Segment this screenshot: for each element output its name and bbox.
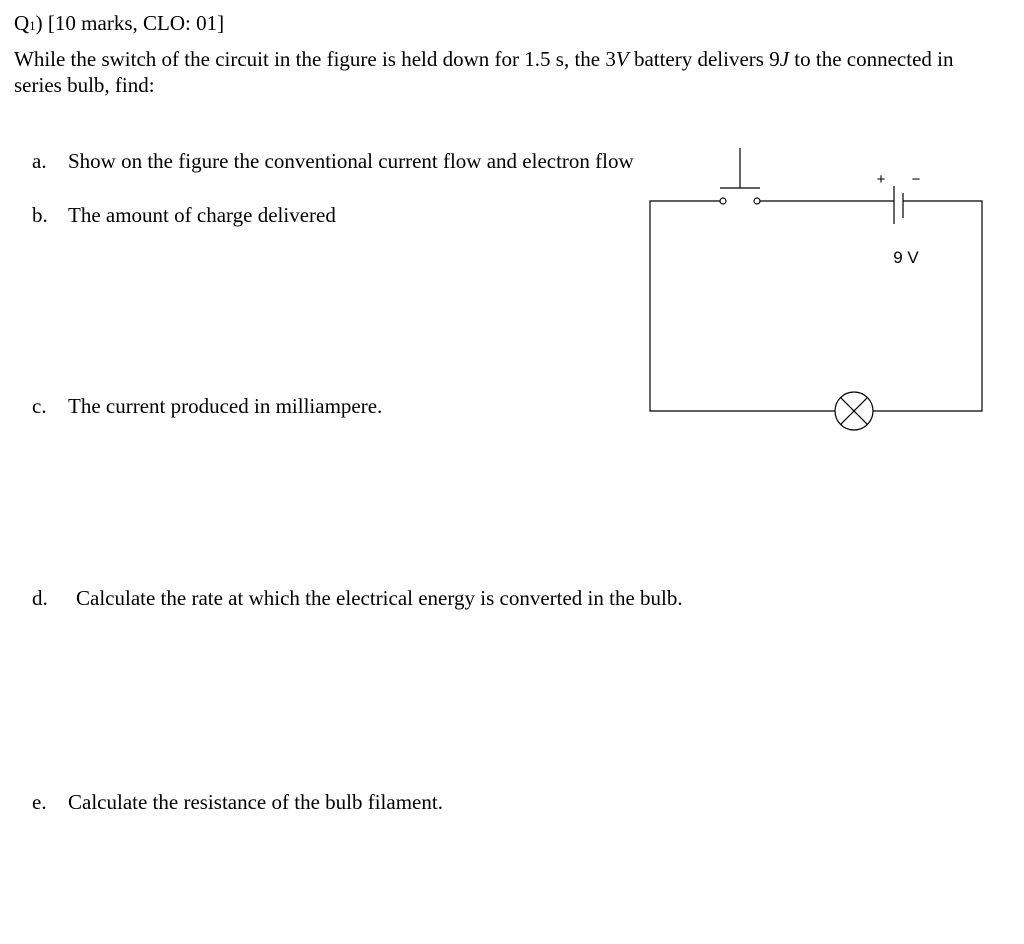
intro-text-3: to the connected in series bulb, find: bbox=[14, 47, 954, 97]
part-d-text: Calculate the rate at which the electrical energy is converted in the bulb. bbox=[76, 586, 683, 610]
part-b bbox=[32, 202, 336, 228]
part-d bbox=[32, 585, 683, 611]
question-number-prefix: Q bbox=[14, 11, 30, 35]
part-d-letter: d. bbox=[32, 586, 48, 610]
intro-text-1: While the switch of the circuit in the figure is held down for 1.5 s, the 3 bbox=[14, 47, 616, 71]
question-header bbox=[14, 10, 224, 39]
circuit-wire-right bbox=[873, 201, 982, 411]
battery-voltage-label: 9 V bbox=[893, 248, 919, 267]
bulb-cross-2 bbox=[841, 398, 868, 425]
part-c-letter: c. bbox=[32, 394, 47, 418]
part-b-letter: b. bbox=[32, 203, 48, 227]
question-number-suffix: ) bbox=[35, 11, 43, 35]
intro-unit-j: J bbox=[779, 47, 790, 71]
bulb-circle bbox=[835, 392, 873, 430]
part-a-letter: a. bbox=[32, 149, 47, 173]
part-c-text: The current produced in milliampere. bbox=[68, 394, 383, 418]
intro-unit-v: V bbox=[615, 47, 629, 71]
circuit-wire-left bbox=[650, 201, 835, 411]
part-c bbox=[32, 393, 382, 419]
part-e bbox=[32, 789, 443, 815]
part-e-letter: e. bbox=[32, 790, 47, 814]
part-a bbox=[32, 148, 634, 174]
part-e-text: Calculate the resistance of the bulb filament. bbox=[68, 790, 443, 814]
bulb-cross-1 bbox=[841, 398, 868, 425]
intro-text-2: battery delivers 9 bbox=[628, 47, 780, 71]
switch-terminal-right bbox=[754, 198, 760, 204]
part-a-text: Show on the figure the conventional current flow and electron flow bbox=[68, 149, 634, 173]
question-number-sub: 1 bbox=[29, 18, 36, 33]
switch-terminal-left bbox=[720, 198, 726, 204]
battery-plus-sign: + bbox=[876, 171, 886, 188]
battery-minus-sign: − bbox=[911, 171, 921, 188]
question-intro bbox=[14, 46, 1004, 98]
question-marks: [10 marks, CLO: 01] bbox=[47, 11, 225, 35]
part-b-text: The amount of charge delivered bbox=[68, 203, 336, 227]
